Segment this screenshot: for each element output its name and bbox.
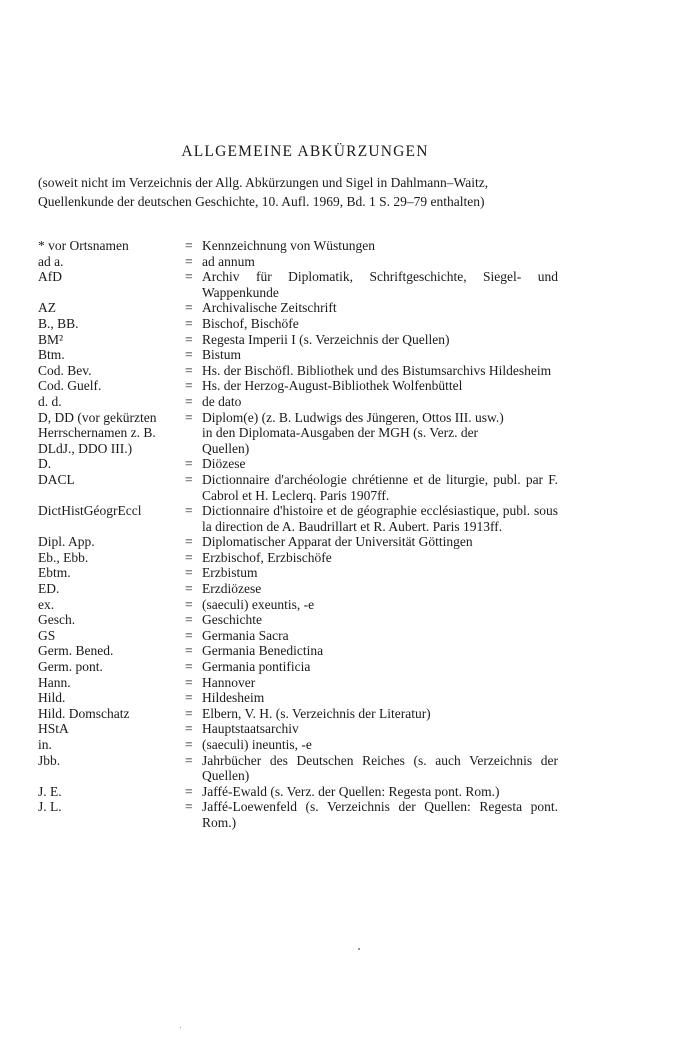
equals-sign: = xyxy=(185,378,193,394)
equals-sign: = xyxy=(185,409,193,425)
abbreviation-entry xyxy=(38,799,558,830)
abbreviation-term: Hild. Domschatz xyxy=(38,705,130,721)
abbreviation-entry xyxy=(38,316,558,332)
abbreviation-list xyxy=(38,238,558,831)
equals-sign xyxy=(185,425,202,441)
abbreviation-entry xyxy=(38,332,558,348)
abbreviation-entry xyxy=(38,550,558,566)
equals-sign: = xyxy=(185,269,193,285)
abbreviation-definition: ad annum xyxy=(202,253,255,269)
abbreviation-term: GS xyxy=(38,627,56,643)
abbreviation-definition: Dictionnaire d'archéologie chrétienne et de liturgie, publ. par F. Cabrol et H. Leclerq. Paris 1907ff. xyxy=(202,471,558,503)
abbreviation-term: Dipl. App. xyxy=(38,534,95,550)
equals-sign: = xyxy=(185,238,193,253)
abbreviation-term: * vor Ortsnamen xyxy=(38,238,129,253)
abbreviation-definition: Quellen) xyxy=(202,440,250,456)
abbreviation-term: HStA xyxy=(38,721,69,737)
equals-sign: = xyxy=(185,471,193,487)
abbreviation-definition: Archivalische Zeitschrift xyxy=(202,300,337,316)
abbreviation-term: Germ. pont. xyxy=(38,659,103,675)
equals-sign: = xyxy=(185,799,193,815)
equals-sign: = xyxy=(185,643,193,659)
abbreviation-definition: Hs. der Bischöfl. Bibliothek und des Bistumsarchivs Hildesheim xyxy=(202,362,552,378)
abbreviation-entry xyxy=(38,643,558,659)
speck-mark xyxy=(180,1027,181,1028)
abbreviation-definition: Germania Benedictina xyxy=(202,643,324,659)
abbreviation-entry xyxy=(38,737,558,753)
abbreviation-entry xyxy=(38,612,558,628)
abbreviation-entry xyxy=(38,238,558,254)
abbreviation-entry xyxy=(38,363,558,379)
abbreviation-entry xyxy=(38,269,558,300)
equals-sign: = xyxy=(185,752,193,768)
abbreviation-entry xyxy=(38,410,558,426)
abbreviation-definition: Diözese xyxy=(202,456,246,472)
intro-note xyxy=(38,173,568,211)
abbreviation-entry xyxy=(38,300,558,316)
abbreviation-definition: Kennzeichnung von Wüstungen xyxy=(202,238,375,253)
abbreviation-definition: Jaffé-Ewald (s. Verz. der Quellen: Regesta pont. Rom.) xyxy=(202,783,500,799)
equals-sign xyxy=(185,441,202,457)
abbreviation-definition: Hauptstaatsarchiv xyxy=(202,721,299,737)
abbreviation-term: Jbb. xyxy=(38,752,61,768)
equals-sign: = xyxy=(185,627,193,643)
abbreviation-entry xyxy=(38,425,558,441)
abbreviation-definition: Geschichte xyxy=(202,612,262,628)
abbreviation-term: d. d. xyxy=(38,393,62,409)
abbreviation-entry xyxy=(38,441,558,457)
abbreviation-term: B., BB. xyxy=(38,315,79,331)
abbreviation-term: D. xyxy=(38,456,52,472)
abbreviation-definition: Erzbistum xyxy=(202,565,258,581)
abbreviation-entry xyxy=(38,394,558,410)
abbreviation-definition: (saeculi) ineuntis, -e xyxy=(202,737,312,752)
equals-sign: = xyxy=(185,456,193,472)
intro-line: (soweit nicht im Verzeichnis der Allg. Abkürzungen und Sigel in Dahlmann–Waitz, xyxy=(38,175,489,190)
abbreviation-term: DLdJ., DDO III.) xyxy=(38,440,133,456)
abbreviation-entry xyxy=(38,472,558,503)
equals-sign: = xyxy=(185,612,193,628)
abbreviation-entry xyxy=(38,581,558,597)
equals-sign: = xyxy=(185,393,193,409)
equals-sign: = xyxy=(185,581,193,597)
equals-sign: = xyxy=(185,534,193,550)
abbreviation-entry xyxy=(38,503,558,534)
abbreviation-definition: de dato xyxy=(202,393,242,409)
abbreviation-term: AZ xyxy=(38,300,56,316)
abbreviation-term: ex. xyxy=(38,596,55,612)
abbreviation-term: J. E. xyxy=(38,783,62,799)
abbreviation-term: in. xyxy=(38,737,52,752)
abbreviation-entry xyxy=(38,753,558,784)
abbreviation-definition: Jaffé-Loewenfeld (s. Verzeichnis der Quellen: Regesta pont. Rom.) xyxy=(202,799,558,830)
abbreviation-entry xyxy=(38,378,558,394)
abbreviation-term: Hann. xyxy=(38,674,71,690)
abbreviation-entry xyxy=(38,565,558,581)
abbreviation-term: J. L. xyxy=(38,799,62,815)
abbreviation-definition: Jahrbücher des Deutschen Reiches (s. auch Verzeichnis der Quellen) xyxy=(202,752,558,784)
equals-sign: = xyxy=(185,674,193,690)
abbreviation-entry xyxy=(38,675,558,691)
abbreviation-term: ED. xyxy=(38,581,60,597)
abbreviation-entry xyxy=(38,597,558,613)
abbreviation-entry xyxy=(38,534,558,550)
abbreviation-entry xyxy=(38,254,558,270)
abbreviation-definition: Elbern, V. H. (s. Verzeichnis der Literatur) xyxy=(202,705,431,721)
equals-sign: = xyxy=(185,721,193,737)
abbreviation-term: DictHistGéogrEccl xyxy=(38,503,142,519)
abbreviation-definition: Archiv für Diplomatik, Schriftgeschichte, Siegel- und Wappenkunde xyxy=(202,269,558,300)
abbreviation-entry xyxy=(38,784,558,800)
abbreviation-term: DACL xyxy=(38,471,75,487)
abbreviation-definition: Diplomatischer Apparat der Universität Göttingen xyxy=(202,534,473,550)
abbreviation-definition: Erzdiözese xyxy=(202,581,262,597)
abbreviation-term: Eb., Ebb. xyxy=(38,549,89,565)
abbreviation-entry xyxy=(38,690,558,706)
abbreviation-definition: Bistum xyxy=(202,347,242,363)
abbreviation-term: Hild. xyxy=(38,690,66,706)
equals-sign: = xyxy=(185,315,193,331)
equals-sign: = xyxy=(185,253,193,269)
abbreviation-entry xyxy=(38,706,558,722)
equals-sign: = xyxy=(185,331,193,347)
equals-sign: = xyxy=(185,362,193,378)
abbreviation-term: Herrschernamen z. B. xyxy=(38,425,156,441)
abbreviation-definition: Germania pontificia xyxy=(202,659,311,675)
page-title: ALLGEMEINE ABKÜRZUNGEN xyxy=(181,143,429,160)
abbreviation-definition: in den Diplomata-Ausgaben der MGH (s. Verz. der xyxy=(202,425,479,441)
equals-sign: = xyxy=(185,565,193,581)
abbreviation-term: ad a. xyxy=(38,253,64,269)
equals-sign: = xyxy=(185,783,193,799)
equals-sign: = xyxy=(185,705,193,721)
equals-sign: = xyxy=(185,737,193,752)
abbreviation-term: Cod. Bev. xyxy=(38,362,92,378)
abbreviation-definition: Erzbischof, Erzbischöfe xyxy=(202,549,332,565)
abbreviation-definition: Germania Sacra xyxy=(202,627,289,643)
equals-sign: = xyxy=(185,596,193,612)
abbreviation-definition: Diplom(e) (z. B. Ludwigs des Jüngeren, Ottos III. usw.) xyxy=(202,409,504,425)
equals-sign: = xyxy=(185,347,193,363)
abbreviation-definition: Hannover xyxy=(202,674,256,690)
abbreviation-definition: Hildesheim xyxy=(202,690,265,706)
abbreviation-term: Gesch. xyxy=(38,612,76,628)
abbreviation-entry xyxy=(38,721,558,737)
abbreviation-definition: Hs. der Herzog-August-Bibliothek Wolfenbüttel xyxy=(202,378,463,394)
abbreviation-term: D, DD (vor gekürzten xyxy=(38,409,157,425)
speck-mark xyxy=(358,948,360,950)
abbreviation-definition: Regesta Imperii I (s. Verzeichnis der Quellen) xyxy=(202,331,450,347)
abbreviation-entry xyxy=(38,456,558,472)
equals-sign: = xyxy=(185,549,193,565)
abbreviation-term: AfD xyxy=(38,269,62,285)
abbreviation-term: Germ. Bened. xyxy=(38,643,114,659)
abbreviation-definition: Dictionnaire d'histoire et de géographie ecclésiastique, publ. sous la direction de A. Baudrillart et R. Aubert. Paris 1913ff. xyxy=(202,503,558,534)
equals-sign: = xyxy=(185,300,193,316)
abbreviation-term: BM² xyxy=(38,331,64,347)
abbreviation-term: Ebtm. xyxy=(38,565,71,581)
equals-sign: = xyxy=(185,690,193,706)
abbreviation-term: Btm. xyxy=(38,347,65,363)
abbreviation-definition: Bischof, Bischöfe xyxy=(202,315,299,331)
abbreviation-term: Cod. Guelf. xyxy=(38,378,102,394)
abbreviation-entry xyxy=(38,628,558,644)
equals-sign: = xyxy=(185,503,193,519)
equals-sign: = xyxy=(185,659,193,675)
intro-line: Quellenkunde der deutschen Geschichte, 10. Aufl. 1969, Bd. 1 S. 29–79 enthalten) xyxy=(38,194,485,209)
abbreviation-entry xyxy=(38,347,558,363)
abbreviation-entry xyxy=(38,659,558,675)
abbreviation-definition: (saeculi) exeuntis, -e xyxy=(202,596,315,612)
